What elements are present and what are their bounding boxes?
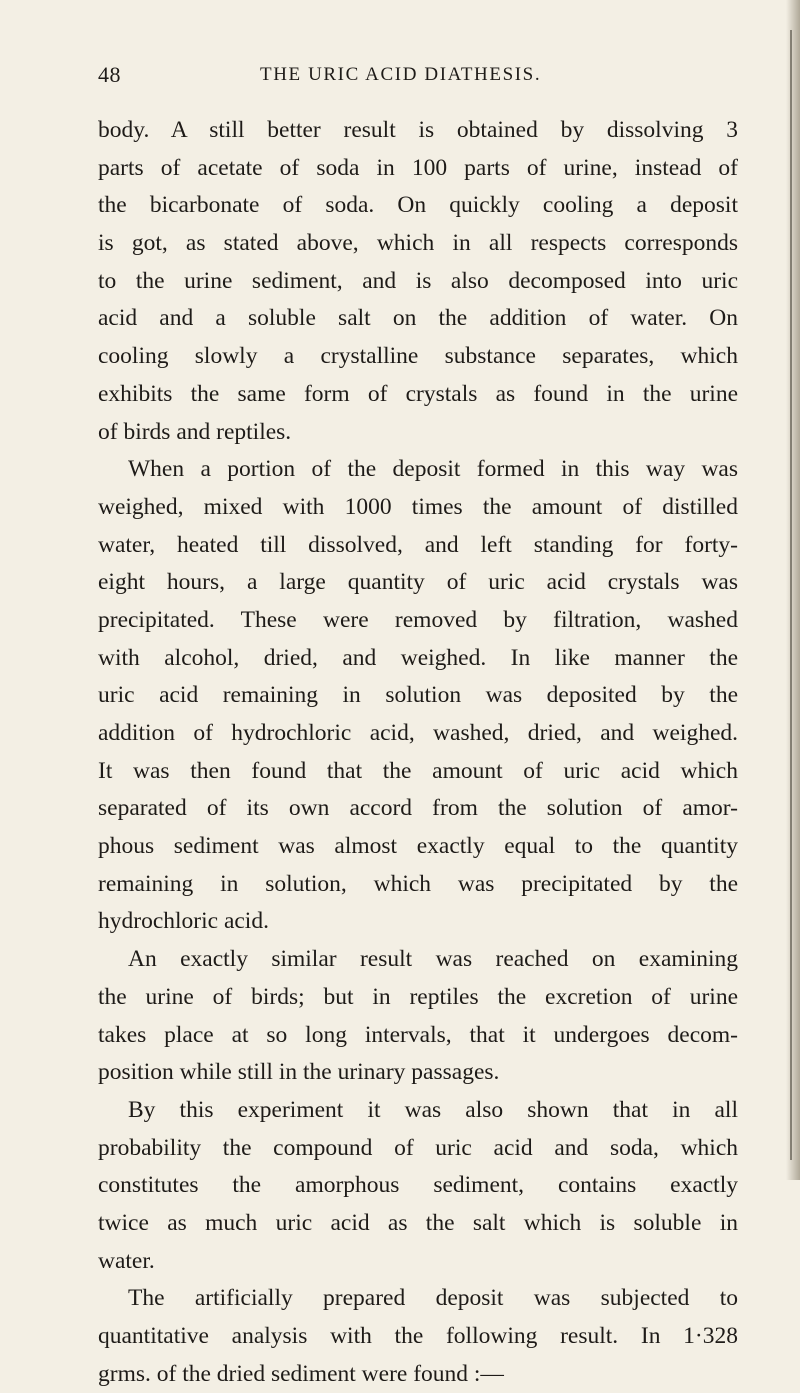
text-line: weighed, mixed with 1000 times the amount of distilled	[98, 493, 738, 520]
text-line: probability the compound of uric acid and soda, which	[98, 1134, 738, 1161]
text-line: hydrochloric acid.	[98, 908, 269, 935]
text-line: exhibits the same form of crystals as found in the urine	[98, 380, 738, 407]
text-line: separated of its own accord from the solution of amor-	[98, 795, 738, 822]
text-line: parts of acetate of soda in 100 parts of urine, instead of	[98, 154, 738, 181]
text-line: remaining in solution, which was precipitated by the	[98, 870, 738, 897]
text-line: addition of hydrochloric acid, washed, dried, and weighed.	[98, 720, 738, 746]
text-line: is got, as stated above, which in all respects corresponds	[98, 230, 738, 257]
text-line: position while still in the urinary passages.	[98, 1059, 500, 1086]
text-line: with alcohol, dried, and weighed. In like manner the	[98, 644, 738, 671]
text-line: When a portion of the deposit formed in this way was	[128, 456, 738, 483]
text-line: of birds and reptiles.	[98, 418, 292, 445]
text-line: constitutes the amorphous sediment, contains exactly	[98, 1172, 738, 1199]
page-edge-line	[790, 30, 792, 1160]
text-line: to the urine sediment, and is also decomposed into uric	[98, 267, 738, 294]
text-line: An exactly similar result was reached on examining	[128, 946, 738, 973]
text-line: acid and a soluble salt on the addition of water. On	[98, 305, 738, 332]
running-head	[98, 62, 738, 92]
text-line: eight hours, a large quantity of uric acid crystals was	[98, 569, 738, 596]
text-line: phous sediment was almost exactly equal to the quantity	[98, 833, 738, 860]
text-line: quantitative analysis with the following result. In 1·328	[98, 1323, 738, 1349]
text-line: precipitated. These were removed by filtration, washed	[98, 606, 738, 633]
text-line: water.	[98, 1247, 155, 1274]
text-line: cooling slowly a crystalline substance separates, which	[98, 343, 738, 370]
text-line: twice as much uric acid as the salt which is soluble in	[98, 1209, 738, 1236]
page-number: 48	[98, 62, 121, 87]
text-line: By this experiment it was also shown that in all	[128, 1096, 738, 1123]
text-line: the urine of birds; but in reptiles the excretion of urine	[98, 983, 738, 1010]
body-text	[98, 112, 738, 1393]
text-line: body. A still better result is obtained by dissolving 3	[98, 117, 738, 143]
text-line: It was then found that the amount of uric acid which	[98, 757, 738, 784]
text-line: the bicarbonate of soda. On quickly cooling a deposit	[98, 192, 738, 219]
text-line: grms. of the dried sediment were found :—	[98, 1360, 504, 1387]
text-line: takes place at so long intervals, that it undergoes decom-	[98, 1021, 738, 1048]
text-line: water, heated till dissolved, and left standing for forty-	[98, 531, 738, 558]
running-title: THE URIC ACID DIATHESIS.	[260, 64, 542, 85]
text-line: uric acid remaining in solution was deposited by the	[98, 682, 738, 709]
text-line: The artificially prepared deposit was subjected to	[128, 1285, 738, 1312]
page-edge-shadow	[786, 0, 800, 1180]
